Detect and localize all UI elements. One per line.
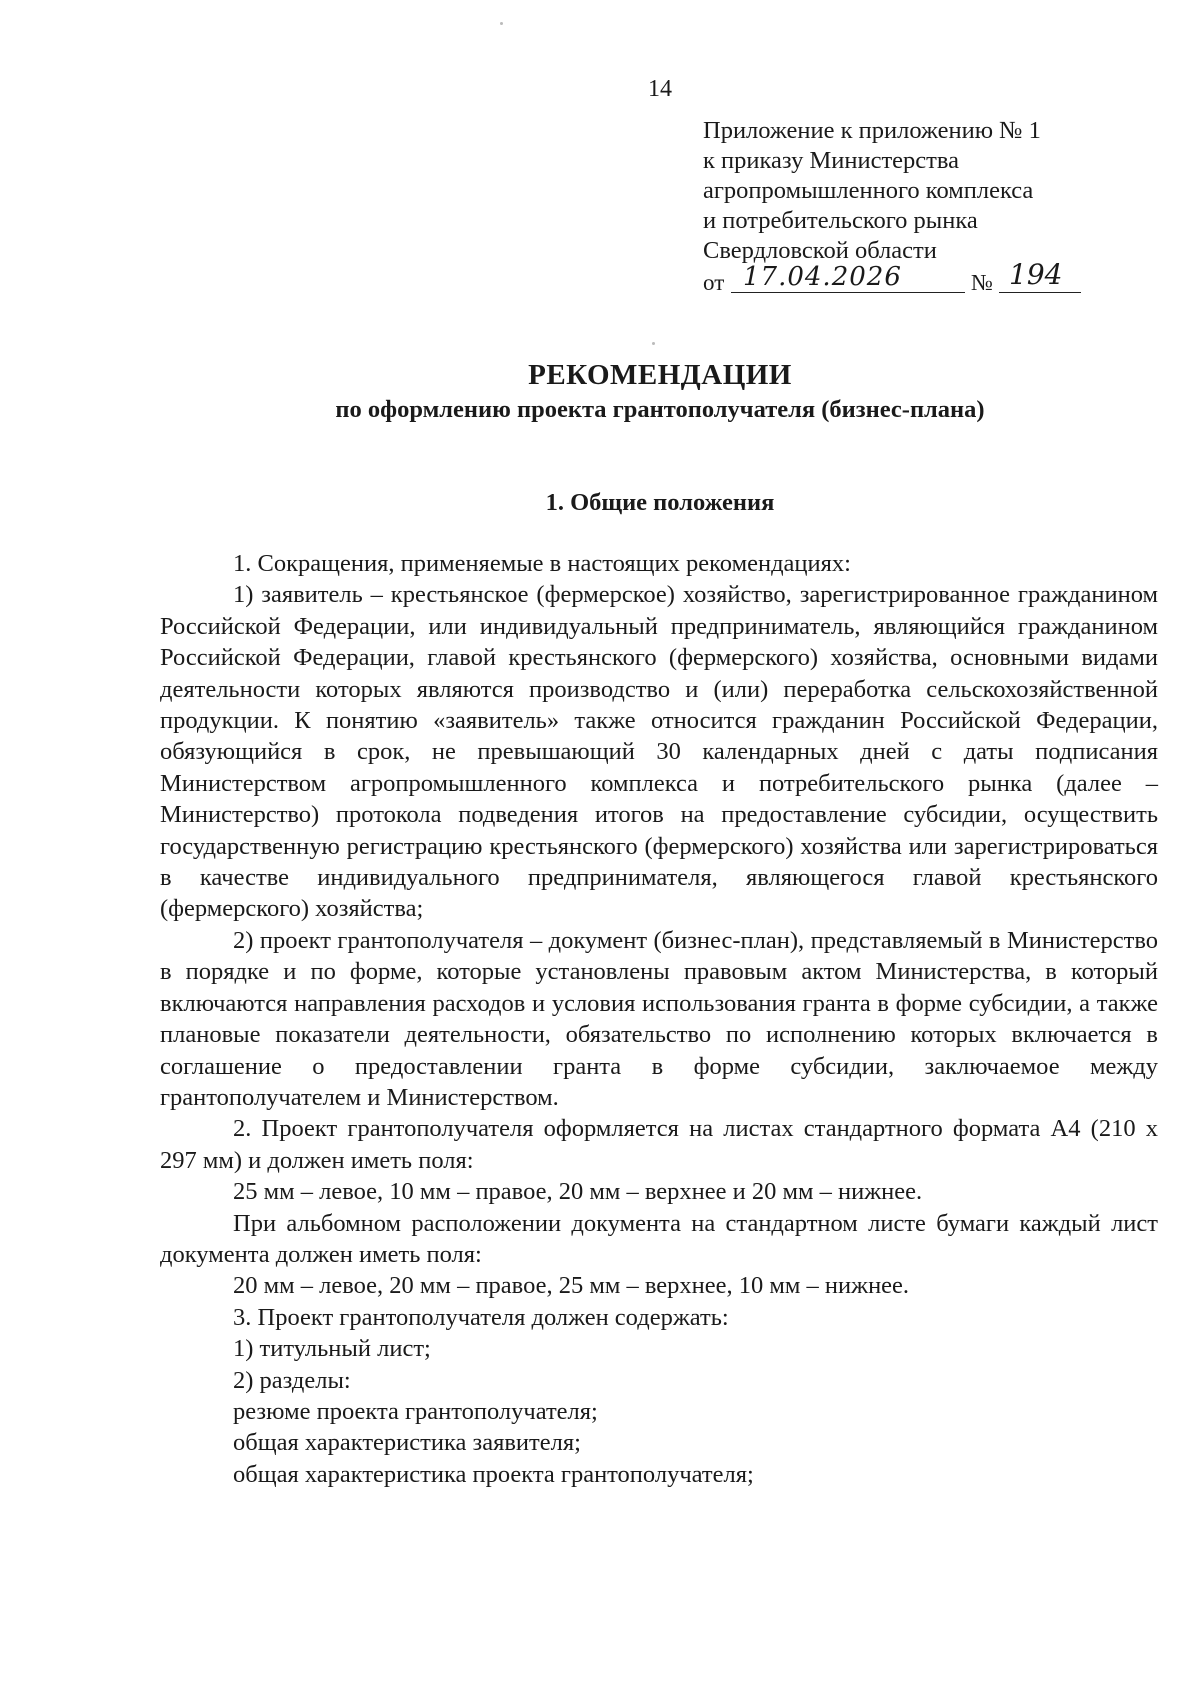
list-item: общая характеристика заявителя; <box>233 1429 581 1457</box>
appendix-line: и потребительского рынка <box>703 207 978 234</box>
number-underline <box>999 292 1081 293</box>
paragraph: При альбомном расположении документа на стандартном листе бумаги каждый лист документа должен иметь поля: <box>160 1209 1158 1268</box>
document-body <box>160 548 1158 1490</box>
document-subtitle: по оформлению проекта грантополучателя (бизнес-плана) <box>335 396 985 423</box>
order-date-number-row <box>703 258 1123 296</box>
list-item: 1) титульный лист; <box>233 1335 431 1363</box>
section-heading: 1. Общие положения <box>545 489 775 516</box>
paragraph: 2) проект грантополучателя – документ (бизнес-план), представляемый в Министерство в порядке и по форме, которые установлены правовым актом Министерства, в который включаются направления расходов и условия использования гранта в форме субсидии, а также плановые показатели деятельности, обязательство по исполнению которых включается в соглашение о предоставлении гранта в форме субсидии, заключаемое между грантополучателем и Министерством. <box>160 926 1158 1111</box>
page-number: 14 <box>648 76 672 102</box>
appendix-line: к приказу Министерства <box>703 147 959 174</box>
paragraph: 2. Проект грантополучателя оформляется на листах стандартного формата А4 (210 х 297 мм) и должен иметь поля: <box>160 1115 1158 1174</box>
appendix-line: агропромышленного комплекса <box>703 177 1034 204</box>
list-item: общая характеристика проекта грантополучателя; <box>233 1460 754 1488</box>
appendix-line: Приложение к приложению № 1 <box>703 117 1041 144</box>
appendix-line: Свердловской области <box>703 237 937 264</box>
list-item: резюме проекта грантополучателя; <box>233 1397 598 1425</box>
scan-speck <box>652 342 655 345</box>
handwritten-date: 17.04.2026 <box>743 262 902 292</box>
list-item: 2) разделы: <box>233 1366 351 1394</box>
handwritten-number: 194 <box>1009 258 1063 291</box>
paragraph: 1. Сокращения, применяемые в настоящих рекомендациях: <box>233 550 851 577</box>
date-underline <box>731 292 965 293</box>
appendix-block <box>703 116 1123 296</box>
paragraph: 25 мм – левое, 10 мм – правое, 20 мм – верхнее и 20 мм – нижнее. <box>233 1178 923 1206</box>
paragraph: 1) заявитель – крестьянское (фермерское) хозяйство, зарегистрированное гражданином Российской Федерации, или индивидуальный предприниматель, являющийся гражданином Российской Федерации, главой крестьянского (фермерского) хозяйства, основными видами деятельности которых являются производство и (или) переработка сельскохозяйственной продукции. К понятию «заявитель» также относится гражданин Российской Федерации, обязующийся в срок, не превышающий 30 календарных дней с даты подписания Министерством агропромышленного комплекса и потребительского рынка (далее – Министерство) протокола подведения итогов на предоставление субсидии, осуществить государственную регистрацию крестьянского (фермерского) хозяйства или зарегистрироваться в качестве индивидуального предпринимателя, являющегося главой крестьянского (фермерского) хозяйства; <box>160 581 1158 923</box>
document-title: РЕКОМЕНДАЦИИ <box>528 359 792 391</box>
date-prefix: от <box>703 270 725 295</box>
scan-speck <box>500 22 503 25</box>
number-prefix: № <box>971 270 993 295</box>
paragraph: 3. Проект грантополучателя должен содержать: <box>233 1303 729 1331</box>
paragraph: 20 мм – левое, 20 мм – правое, 25 мм – верхнее, 10 мм – нижнее. <box>233 1272 910 1300</box>
